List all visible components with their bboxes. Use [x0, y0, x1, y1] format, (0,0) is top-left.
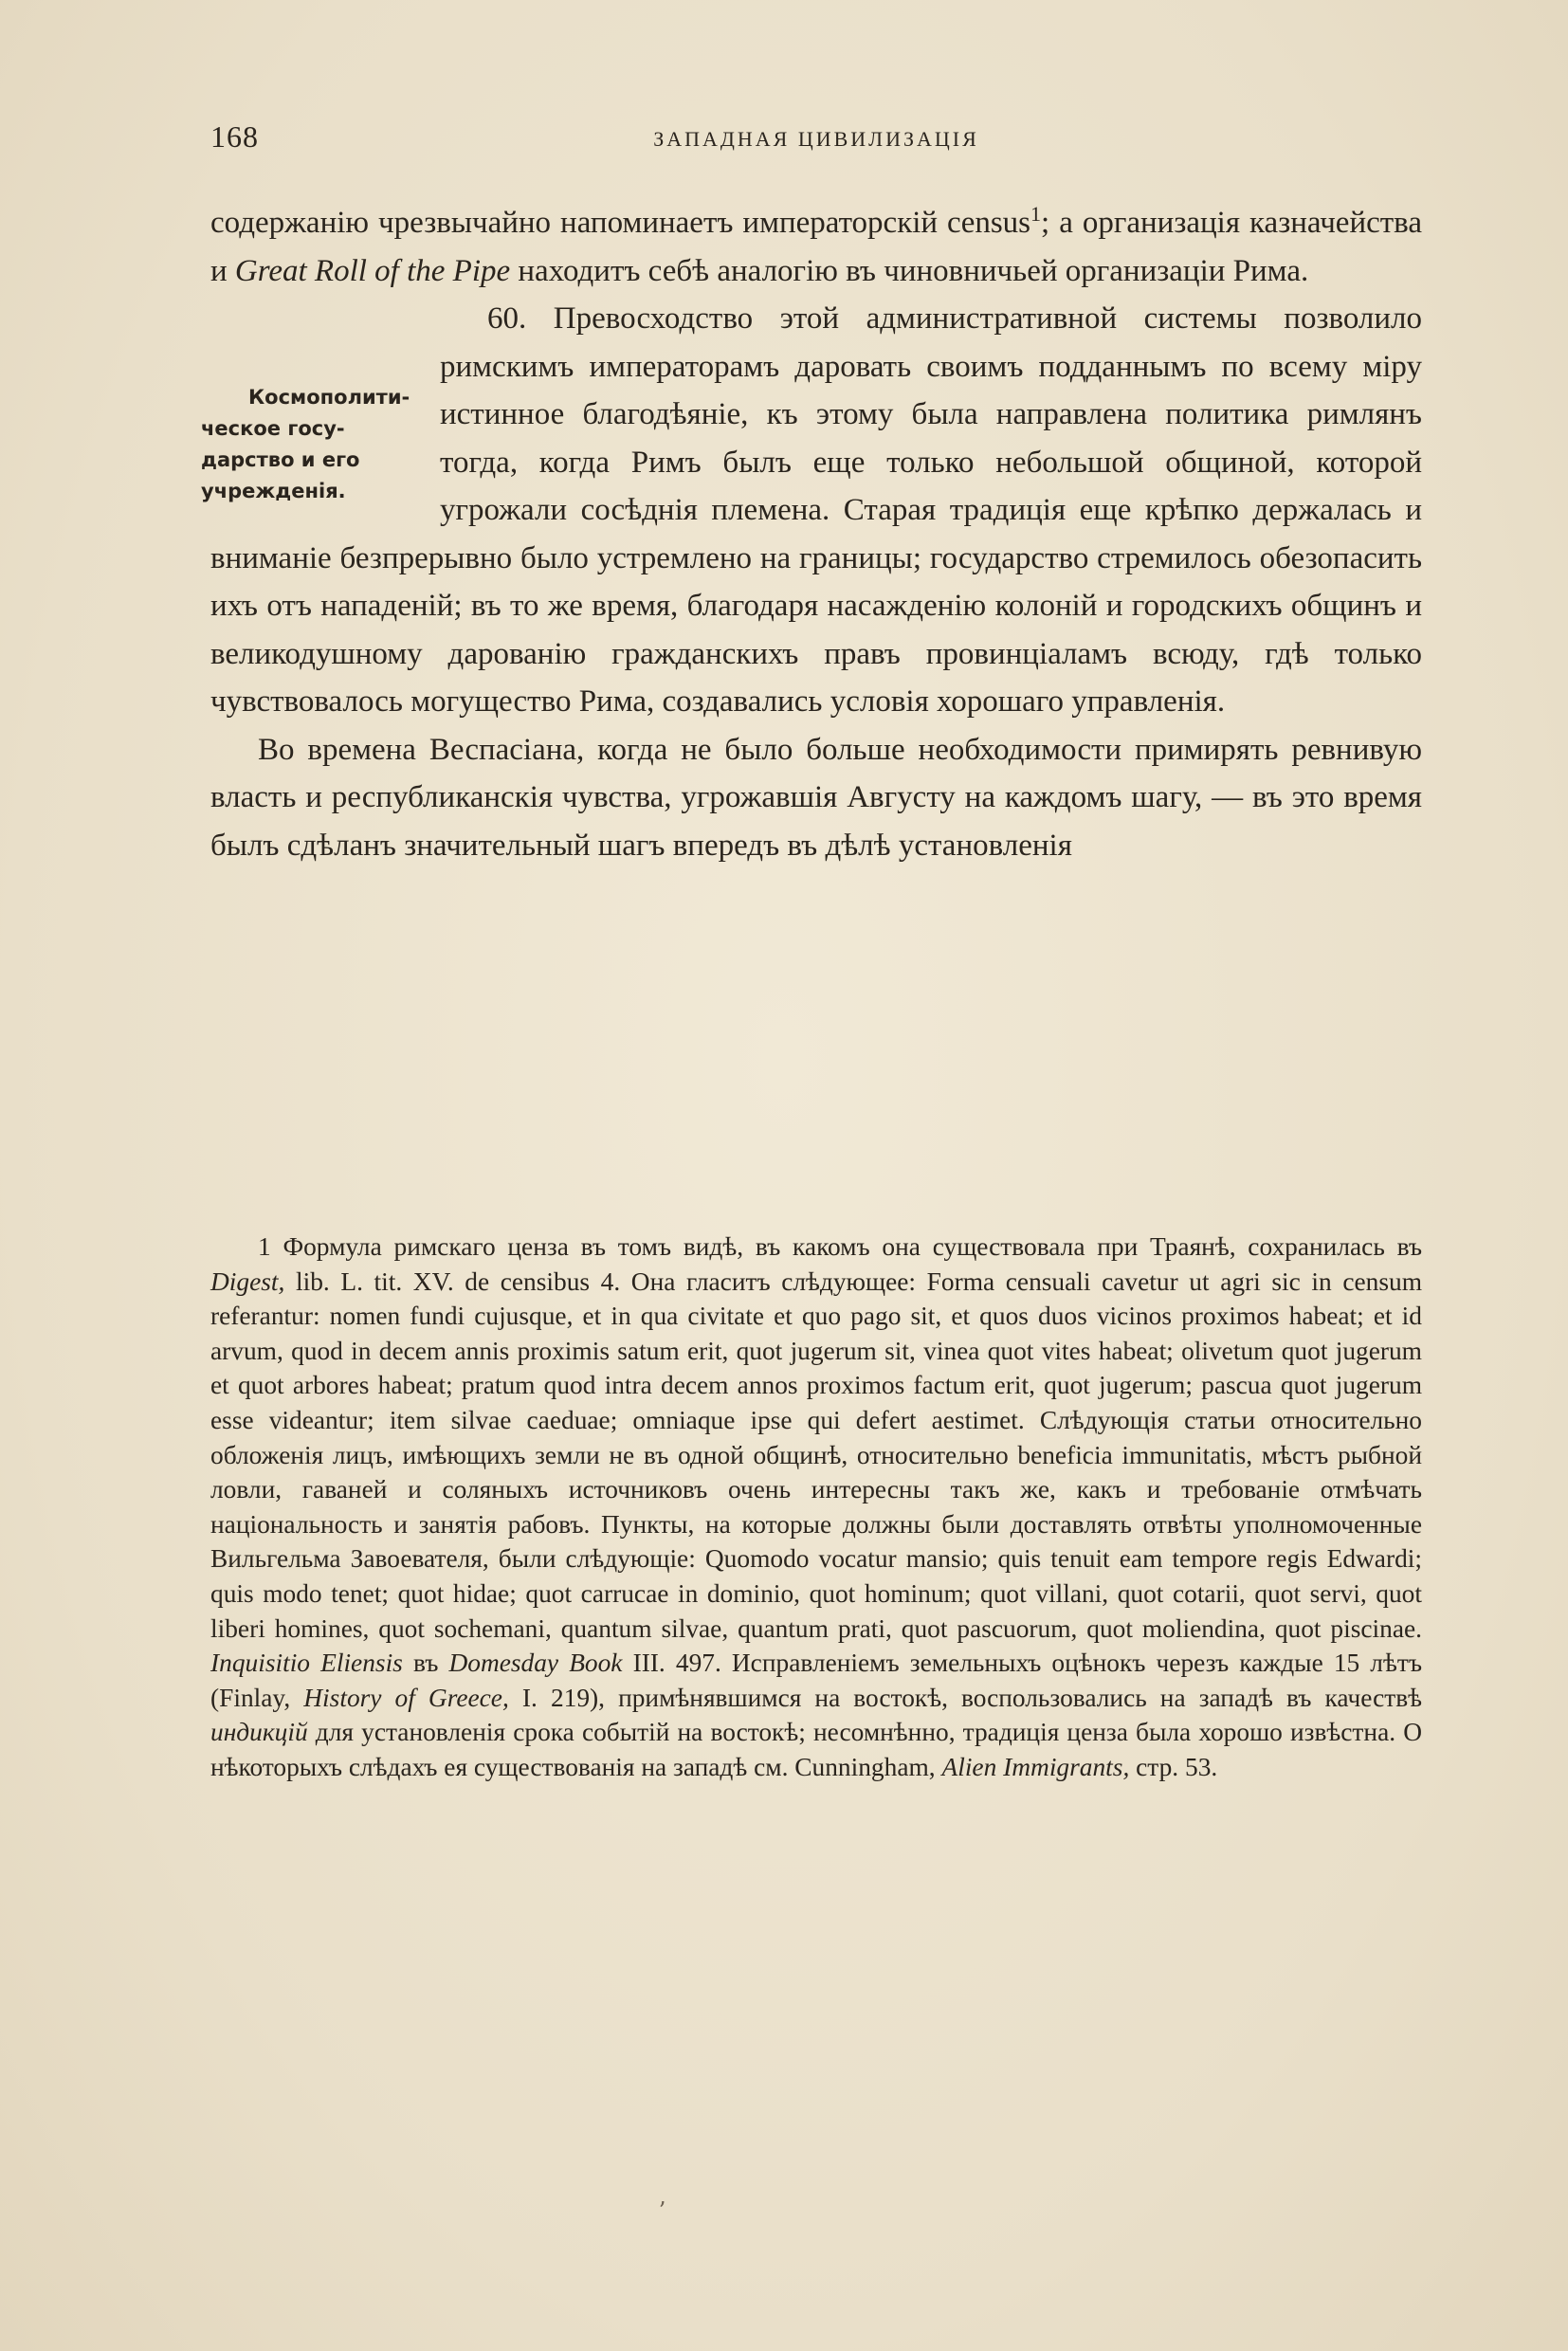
stray-ink-mark: ʼ	[658, 2197, 665, 2224]
running-title: ЗАПАДНАЯ ЦИВИЛИЗАЦІЯ	[653, 127, 979, 151]
footnote-1: 1 Формула римскаго ценза въ томъ видѣ, въ какомъ она существовала при Траянѣ, сохранилась въ Digest, lib. L. tit. XV. de censibus 4. Она гласитъ слѣдующее: Forma censuali cavetur ut agri sic in censum referantur: nomen fundi cujusque, et in qua civitate et quo pago sit, et quos duos vicinos proximos habeat; et id arvum, quod in decem annis proximis satum erit, quot jugerum sit, vinea quot vites habeat; olivetum quot jugerum et quot arbores habeat; pratum quod intra decem annos proximos factum erit, quot jugerum; pascua quot jugerum esse videantur; item silvae caeduae; omniaque ipse qui defert aestimet. Слѣдующія статьи относительно обложенія лицъ, имѣющихъ земли не въ одной общинѣ, относительно beneficia immunitatis, мѣстъ рыбной ловли, гаваней и соляныхъ источниковъ очень интересны такъ же, какъ и требованіе отмѣчать національность и занятія рабовъ. Пункты, на которые должны были доставлять отвѣты уполномоченные Вильгельма Завоевателя, были слѣдующіе: Quomodo vocatur mansio; quis tenuit eam tempore regis Edwardi; quis modo tenet; quot hidae; quot carrucae in dominio, quot hominum; quot villani, quot cotarii, quot servi, quot liberi homines, quot sochemani, quantum silvae, quantum prati, quot pascuorum, quot moliendina, quot piscinae. Inquisitio Eliensis въ Domesday Book III. 497. Исправленіемъ земельныхъ оцѣнокъ черезъ каждые 15 лѣтъ (Finlay, History of Greece, I. 219), примѣнявшимся на востокѣ, воспользовались на западѣ въ качествѣ индикцій для установленія срока событій на востокѣ; несомнѣнно, традиція ценза была хорошо извѣстна. О нѣкоторыхъ слѣдахъ ея существованія на западѣ см. Cunningham, Alien Immigrants, стр. 53.	[210, 1232, 1423, 1781]
footnote-mark: 1	[258, 1232, 271, 1261]
paragraph-60: Космополити- ческое госу- дарство и его учрежденія. 60. Превосходство этой административной системы позволило римскимъ императорамъ даровать своимъ подданнымъ по всему міру истинное благодѣяніе, къ этому была направлена политика римлянъ тогда, когда Римъ былъ еще только небольшой общиной, которой угрожали сосѣднія племена. Старая традиція еще крѣпко держалась и вниманіе безпрерывно было устремлено на границы; государство стремилось обезопасить ихъ отъ нападеній; въ то же время, благодаря насажденію колоній и городскихъ общинъ и великодушному дарованію гражданскихъ правъ провинціаламъ всюду, гдѣ только чувствовалось могущество Рима, создавались условія хорошаго управленія.	[201, 301, 1422, 719]
margin-note: Космополити- ческое госу- дарство и его учрежденія.	[201, 386, 410, 502]
footnote-reference: 1	[1030, 202, 1042, 226]
footnotes	[210, 1230, 1422, 1785]
italic-title: Great Roll of the Pipe	[234, 253, 511, 288]
page-header	[210, 119, 1422, 161]
paragraph-vespasian: Во времена Веспасіана, когда не было больше необходимости примирять ревнивую власть и республиканскія чувства, угрожавшія Августу на каждомъ шагу, — въ это время былъ сдѣланъ значительный шагъ впередъ въ дѣлѣ установленія	[210, 732, 1422, 863]
main-text	[201, 199, 1422, 869]
page-number: 168	[210, 119, 259, 154]
paragraph-continued: содержанію чрезвычайно напоминаетъ императорскій census$^1$; а организація казначейства и Great Roll of the Pipe находитъ себѣ аналогію въ чиновничьей организаціи Рима.	[210, 202, 1422, 288]
